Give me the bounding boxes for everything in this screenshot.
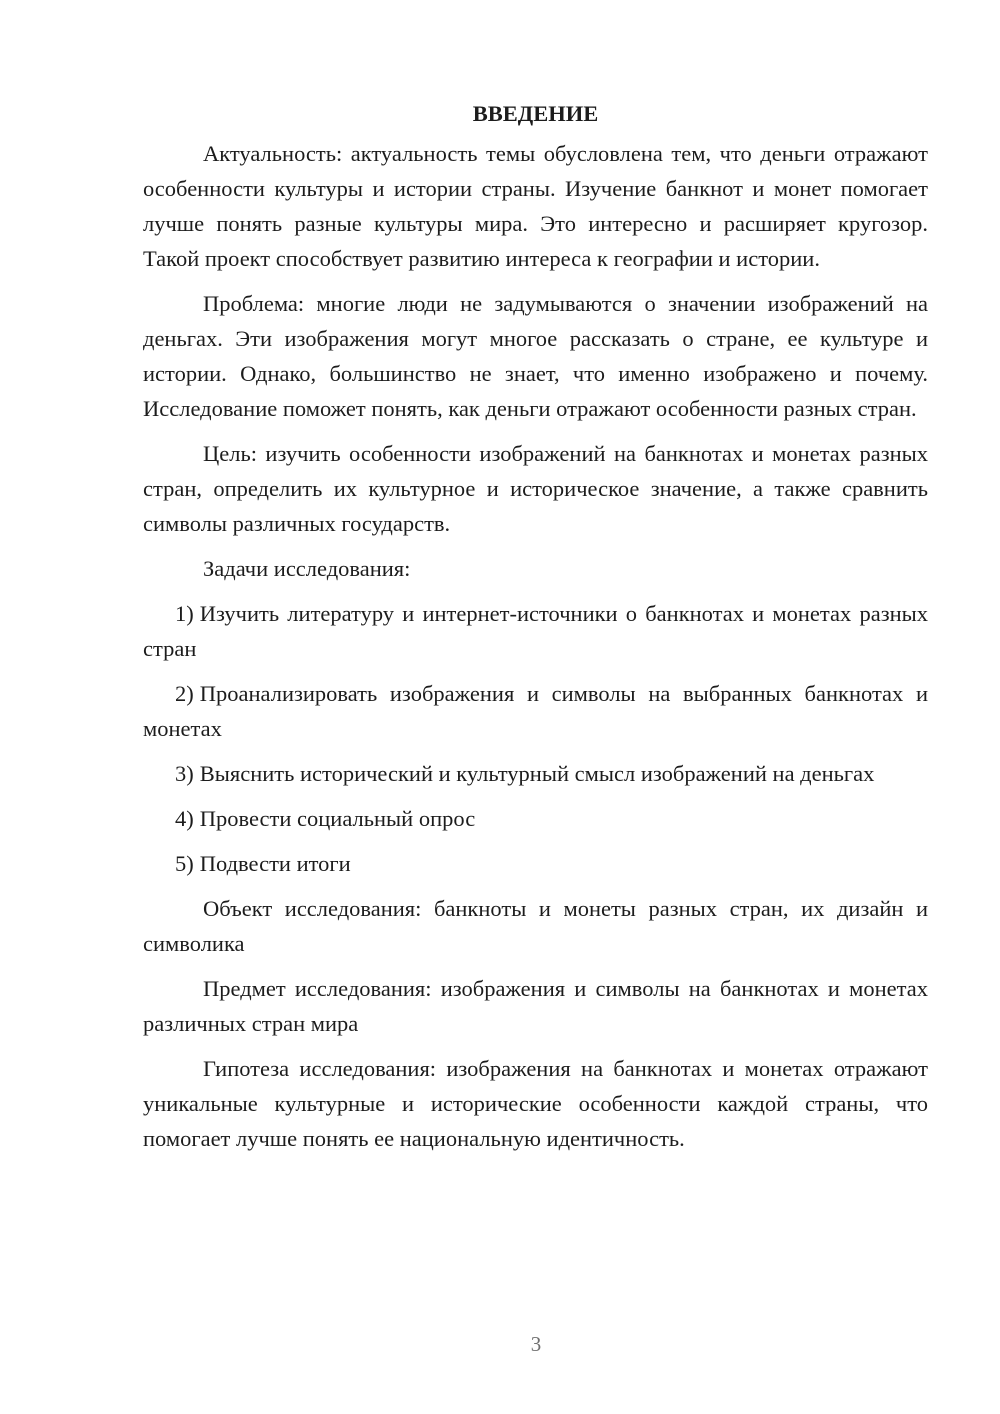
list-item — [143, 676, 928, 746]
paragraph-subject: Предмет исследования: изображения и символы на банкнотах и монетах различных стран мира — [143, 976, 928, 1036]
paragraph-goal: Цель: изучить особенности изображений на банкнотах и монетах разных стран, определить их культурное и историческое значение, а также сравнить символы различных государств. — [143, 441, 928, 536]
list-item-text: Провести социальный опрос — [199, 806, 476, 831]
tasks-list — [143, 596, 928, 881]
page-number: 3 — [530, 1332, 542, 1356]
tasks-heading: Задачи исследования: — [203, 556, 411, 581]
list-item-text: Подвести итоги — [199, 851, 351, 876]
list-item-number: 5) — [175, 851, 194, 876]
paragraph-object: Объект исследования: банкноты и монеты разных стран, их дизайн и символика — [143, 896, 928, 956]
list-item — [143, 846, 928, 881]
list-item — [143, 596, 928, 666]
list-item-text: Выяснить исторический и культурный смысл изображений на деньгах — [199, 761, 875, 786]
list-item-number: 4) — [175, 806, 194, 831]
paragraph-problem: Проблема: многие люди не задумываются о значении изображений на деньгах. Эти изображения могут многое рассказать о стране, ее культуре и истории. Однако, большинство не знает, что именно изображено и почему. Исследование поможет понять, как деньги отражают особенности разных стран. — [143, 291, 928, 421]
list-item-number: 2) — [175, 681, 194, 706]
list-item — [143, 756, 928, 791]
list-item-text: Изучить литературу и интернет-источники о банкнотах и монетах разных стран — [143, 601, 928, 661]
list-item — [143, 801, 928, 836]
paragraph-relevance: Актуальность: актуальность темы обусловлена тем, что деньги отражают особенности культуры и истории страны. Изучение банкнот и монет помогает лучше понять разные культуры мира. Это интересно и расширяет кругозор. Такой проект способствует развитию интереса к географии и истории. — [143, 141, 928, 271]
paragraph-hypothesis: Гипотеза исследования: изображения на банкнотах и монетах отражают уникальные культурные и исторические особенности каждой страны, что помогает лучше понять ее национальную идентичность. — [143, 1056, 928, 1151]
page-title: ВВЕДЕНИЕ — [472, 101, 599, 126]
document-page — [143, 96, 928, 1166]
list-item-number: 1) — [175, 601, 194, 626]
list-item-text: Проанализировать изображения и символы на выбранных банкнотах и монетах — [143, 681, 928, 741]
list-item-number: 3) — [175, 761, 194, 786]
